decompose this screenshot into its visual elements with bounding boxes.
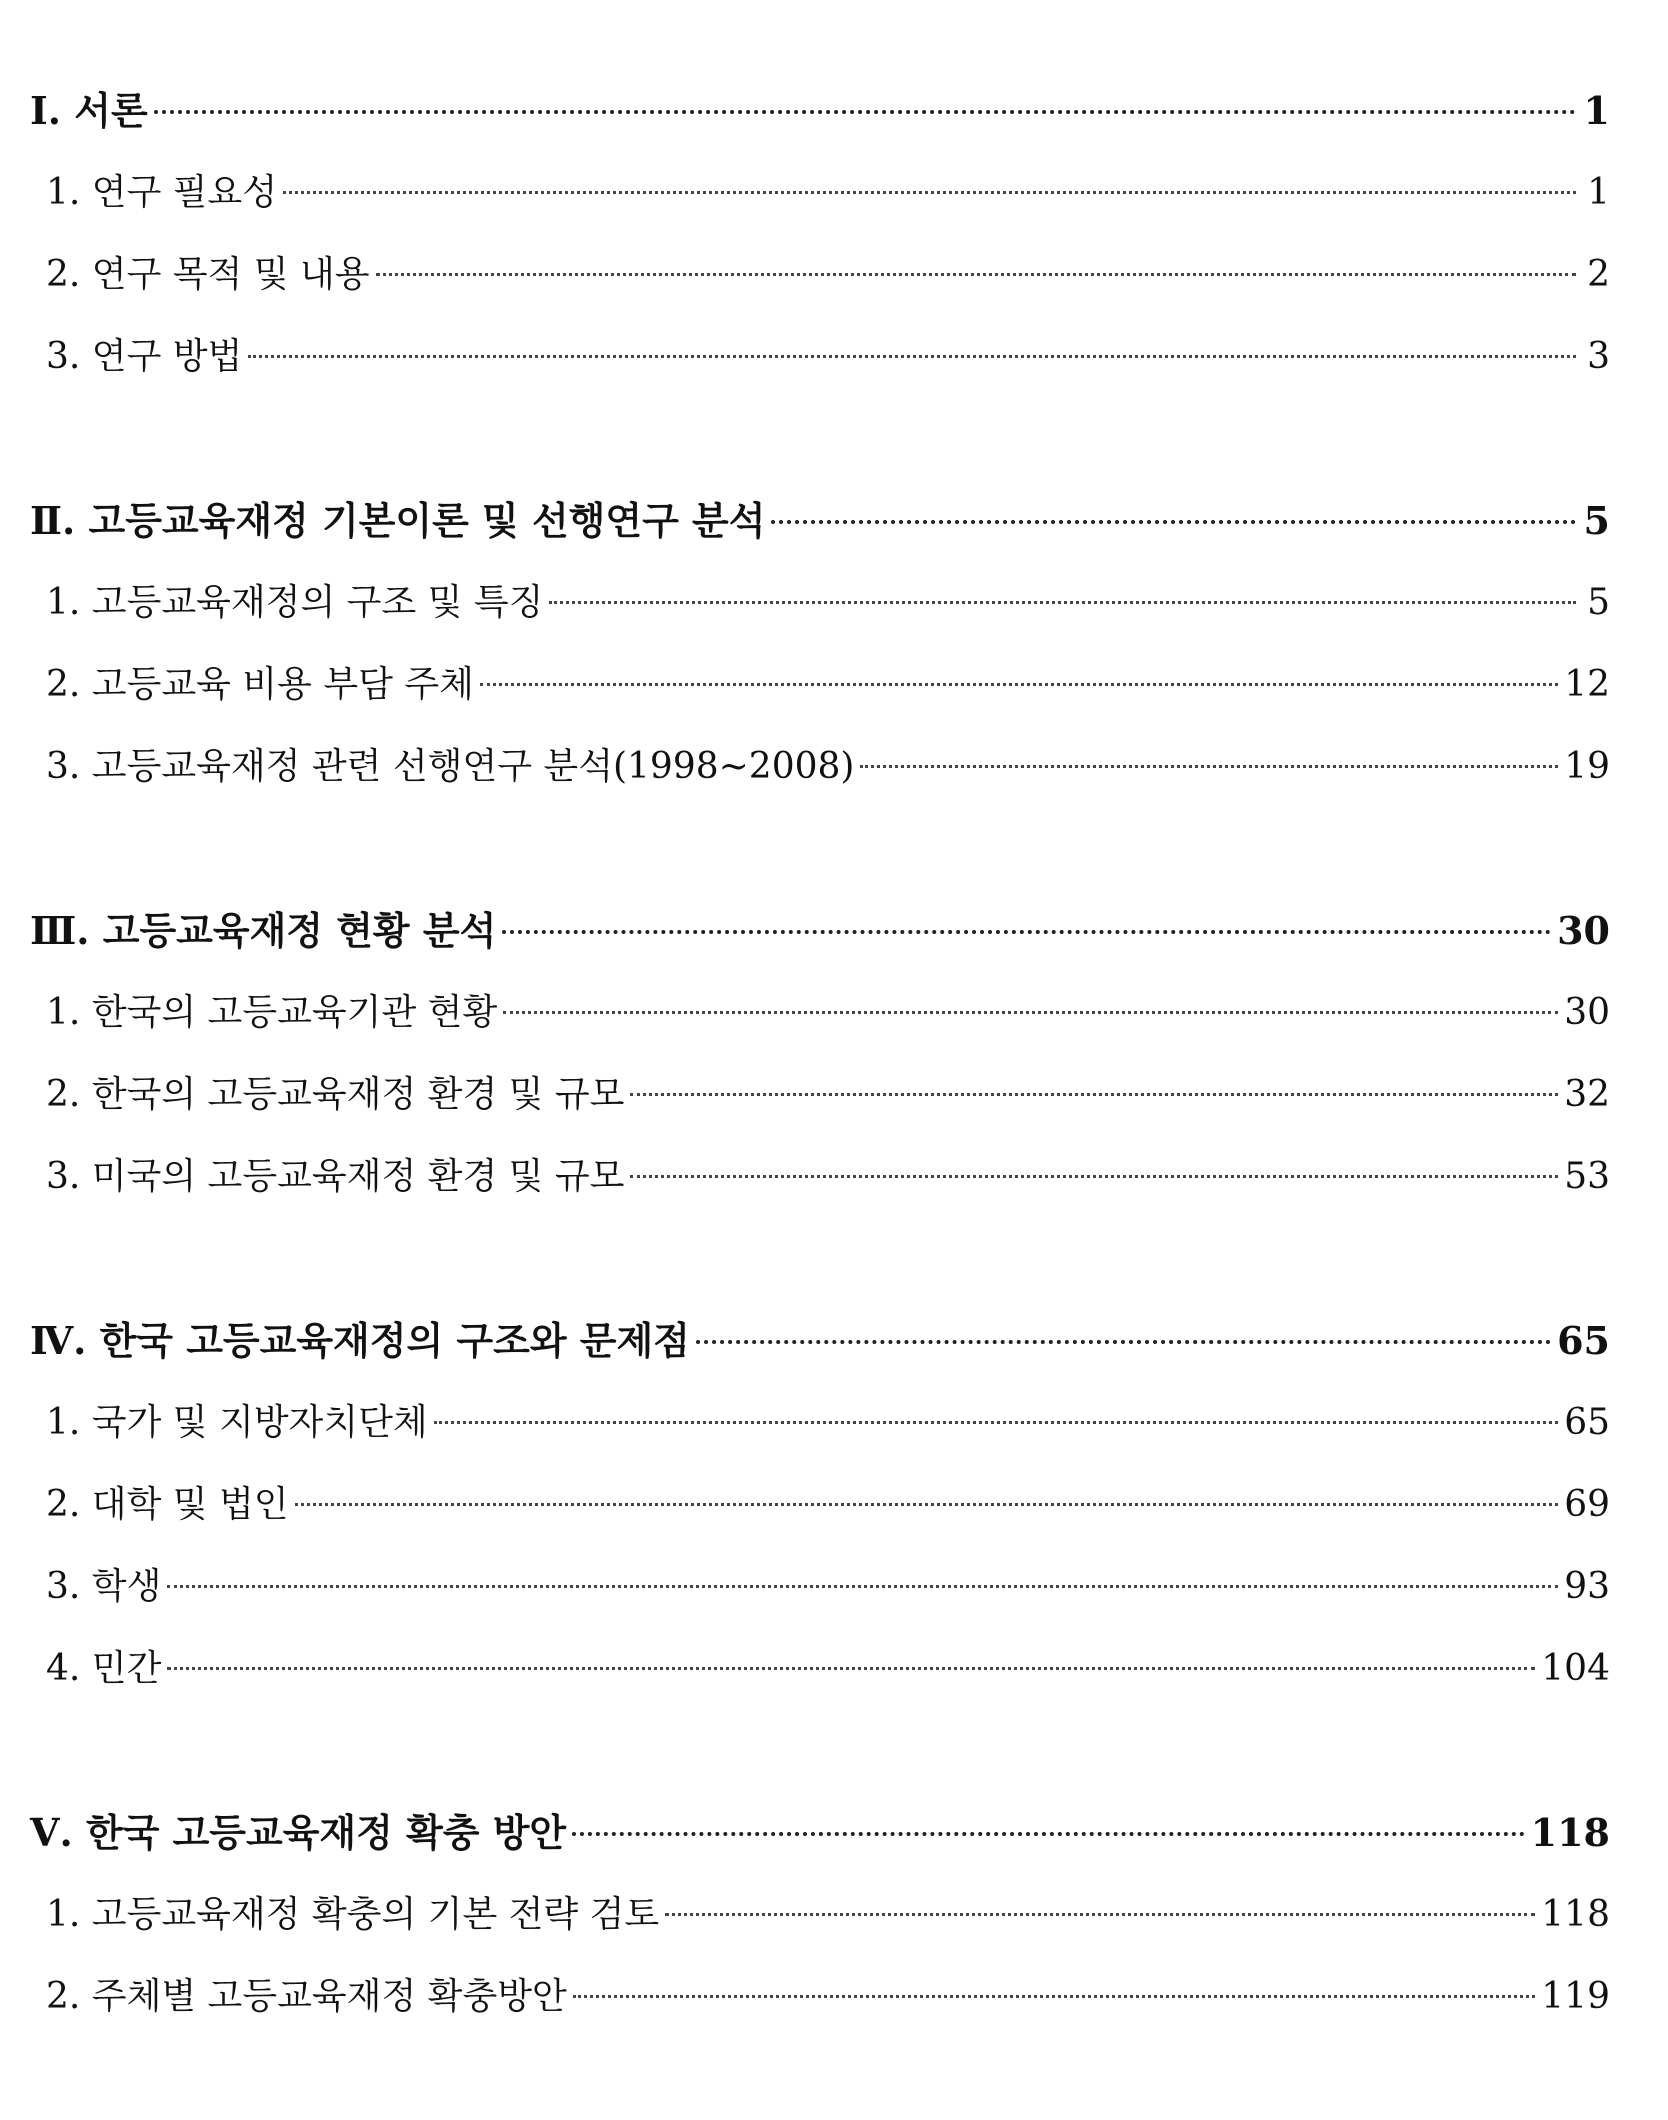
toc-section: [30, 1792, 1610, 2038]
item-title: 1. 한국의 고등교육기관 현황: [46, 992, 498, 1033]
toc-item-entry[interactable]: [30, 972, 1610, 1054]
toc-item-entry[interactable]: [30, 316, 1610, 398]
toc-item-entry[interactable]: [30, 1874, 1610, 1956]
item-page-number: 2: [1587, 254, 1610, 295]
toc-item-entry[interactable]: [30, 1628, 1610, 1710]
toc-item-entry[interactable]: [30, 562, 1610, 644]
dot-leader: [167, 1585, 1558, 1588]
item-page-number: 118: [1541, 1894, 1610, 1935]
dot-leader: [167, 1667, 1535, 1670]
dot-leader: [434, 1421, 1559, 1424]
dot-leader: [665, 1913, 1535, 1916]
toc-item-entry[interactable]: [30, 1054, 1610, 1136]
dot-leader: [295, 1503, 1559, 1506]
dot-leader: [630, 1093, 1558, 1096]
item-title: 1. 고등교육재정 확충의 기본 전략 검토: [46, 1894, 660, 1935]
toc-item-entry[interactable]: [30, 152, 1610, 234]
item-page-number: 3: [1587, 336, 1610, 377]
item-title: 1. 고등교육재정의 구조 및 특징: [46, 582, 544, 623]
item-title: 2. 연구 목적 및 내용: [46, 254, 370, 295]
chapter-title: Ⅳ. 한국 고등교육재정의 구조와 문제점: [30, 1318, 690, 1363]
chapter-page-number: 30: [1557, 908, 1610, 953]
toc-item-entry[interactable]: [30, 1956, 1610, 2038]
toc-item-entry[interactable]: [30, 1382, 1610, 1464]
dot-leader: [630, 1175, 1558, 1178]
dot-leader: [376, 273, 1576, 276]
toc-item-entry[interactable]: [30, 1464, 1610, 1546]
toc-chapter-entry[interactable]: [30, 480, 1610, 562]
item-page-number: 32: [1564, 1074, 1610, 1115]
toc-chapter-entry[interactable]: [30, 890, 1610, 972]
item-title: 3. 고등교육재정 관련 선행연구 분석(1998~2008): [46, 746, 855, 787]
dot-leader: [480, 683, 1558, 686]
dot-leader: [503, 1011, 1558, 1014]
toc-section: [30, 70, 1610, 398]
item-title: 3. 연구 방법: [46, 336, 243, 377]
item-page-number: 119: [1541, 1976, 1610, 2017]
chapter-page-number: 5: [1583, 498, 1610, 543]
item-title: 3. 학생: [46, 1566, 162, 1607]
chapter-page-number: 65: [1557, 1318, 1610, 1363]
toc-item-entry[interactable]: [30, 234, 1610, 316]
item-title: 2. 한국의 고등교육재정 환경 및 규모: [46, 1074, 625, 1115]
chapter-page-number: 1: [1583, 88, 1610, 133]
chapter-title: Ⅱ. 고등교육재정 기본이론 및 선행연구 분석: [30, 498, 766, 543]
item-title: 3. 미국의 고등교육재정 환경 및 규모: [46, 1156, 625, 1197]
item-page-number: 69: [1564, 1484, 1610, 1525]
toc-item-entry[interactable]: [30, 644, 1610, 726]
dot-leader: [283, 191, 1576, 194]
item-page-number: 30: [1564, 992, 1610, 1033]
table-of-contents: [30, 70, 1610, 2120]
toc-section: [30, 1300, 1610, 1710]
toc-item-entry[interactable]: [30, 726, 1610, 808]
dot-leader: [572, 1832, 1525, 1836]
dot-leader: [860, 765, 1558, 768]
chapter-title: Ⅰ. 서론: [30, 88, 148, 133]
chapter-title: Ⅴ. 한국 고등교육재정 확충 방안: [30, 1810, 567, 1855]
item-title: 1. 연구 필요성: [46, 172, 278, 213]
dot-leader: [573, 1995, 1536, 1998]
dot-leader: [154, 110, 1576, 114]
dot-leader: [549, 601, 1576, 604]
item-title: 2. 주체별 고등교육재정 확충방안: [46, 1976, 567, 2017]
toc-item-entry[interactable]: [30, 1546, 1610, 1628]
item-page-number: 1: [1587, 172, 1610, 213]
dot-leader: [502, 930, 1551, 934]
item-title: 2. 대학 및 법인: [46, 1484, 289, 1525]
toc-item-entry[interactable]: [30, 1136, 1610, 1218]
dot-leader: [696, 1340, 1551, 1344]
item-page-number: 53: [1564, 1156, 1610, 1197]
item-title: 4. 민간: [46, 1648, 162, 1689]
chapter-title: Ⅲ. 고등교육재정 현황 분석: [30, 908, 497, 953]
item-page-number: 93: [1564, 1566, 1610, 1607]
toc-chapter-entry[interactable]: [30, 1300, 1610, 1382]
item-page-number: 5: [1587, 582, 1610, 623]
toc-chapter-entry[interactable]: [30, 1792, 1610, 1874]
toc-section: [30, 480, 1610, 808]
toc-chapter-entry[interactable]: [30, 70, 1610, 152]
dot-leader: [771, 520, 1576, 524]
item-page-number: 104: [1541, 1648, 1610, 1689]
chapter-page-number: 118: [1530, 1810, 1610, 1855]
item-title: 1. 국가 및 지방자치단체: [46, 1402, 428, 1443]
item-title: 2. 고등교육 비용 부담 주체: [46, 664, 474, 705]
toc-section: [30, 890, 1610, 1218]
item-page-number: 19: [1564, 746, 1610, 787]
item-page-number: 12: [1564, 664, 1610, 705]
dot-leader: [248, 355, 1576, 358]
item-page-number: 65: [1564, 1402, 1610, 1443]
